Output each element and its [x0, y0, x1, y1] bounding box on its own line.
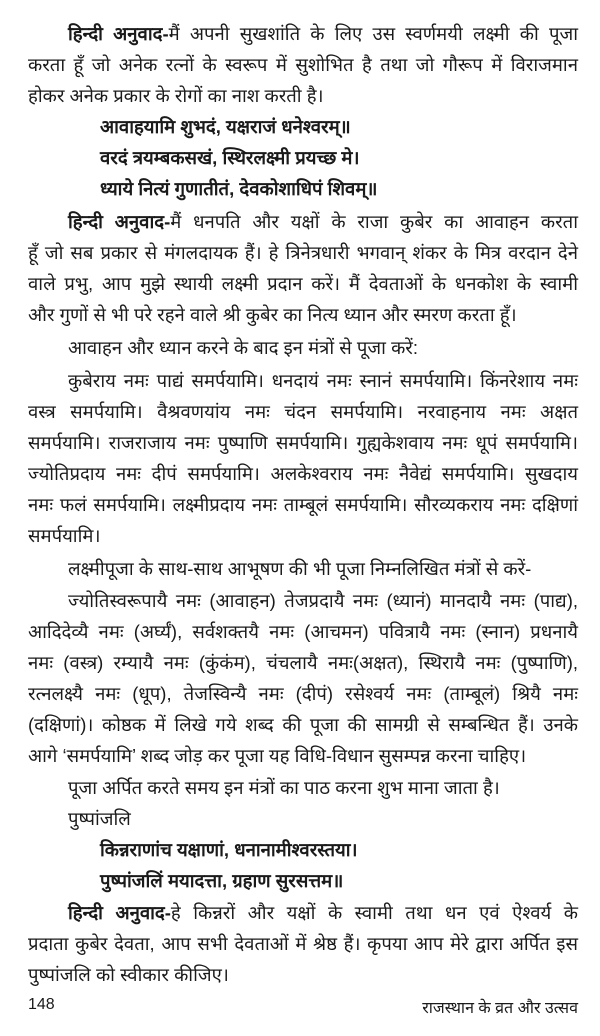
text-line [28, 928, 578, 959]
line-text: रत्नलक्ष्यै नमः (धूप), तेजस्विन्यै नमः (दीपं) रसेश्वर्य नमः (ताम्बूलं) श्रियै नमः [28, 682, 578, 704]
line-text: ध्याये नित्यं गुणातीतं, देवकोशाधिपं शिवम्॥ [100, 177, 378, 199]
paragraph [28, 772, 578, 803]
text-line [28, 299, 578, 330]
text-line [28, 489, 578, 520]
text-line [28, 80, 578, 111]
line-text: (दक्षिणां)। कोष्ठक में लिखे गये शब्द की पूजा की सामग्री से सम्बन्धित हैं। उनके [28, 713, 578, 735]
text-line [28, 365, 578, 396]
hindi-translation-label: हिन्दी अनुवाद- [68, 210, 171, 232]
line-text: आगे ‘समर्पयामि’ शब्द जोड़ कर पूजा यह विधि-विधान सुसम्पन्न करना चाहिए। [28, 744, 527, 766]
paragraph [28, 365, 578, 551]
text-line [28, 237, 578, 268]
verse-block [28, 111, 578, 204]
line-text: पुष्पांजलि [68, 807, 131, 829]
paragraph [28, 206, 578, 330]
verse-line [28, 834, 578, 865]
text-line [28, 585, 578, 616]
line-text: नमः (वस्त्र) रम्यायै नमः (कुंकंम), चंचलायै नमः(अक्षत), स्थिरायै नमः (पुष्पाणि), [28, 651, 578, 673]
text-line [28, 678, 578, 709]
line-text: और गुणों से भी परे रहने वाले श्री कुबेर का नित्य ध्यान और स्मरण करता हूँ। [28, 303, 517, 325]
page-number: 148 [28, 996, 55, 1013]
line-text: आदिदेव्यै नमः (अर्घ्यं), सर्वशक्तयै नमः (आचमन) पवित्रायै नमः (स्नान) प्रधनायै [28, 620, 578, 642]
line-text: आवाहन और ध्यान करने के बाद इन मंत्रों से पूजा करें: [68, 336, 419, 358]
text-line [28, 49, 578, 80]
text-line [28, 396, 578, 427]
line-text: पुष्पांजलि को स्वीकार कीजिए। [28, 963, 229, 985]
text-line [28, 616, 578, 647]
line-text: हूँ जो सब प्रकार से मंगलदायक हैं। हे त्रिनेत्रधारी भगवान् शंकर के मित्र वरदान देने [28, 241, 578, 263]
text-line [28, 553, 578, 584]
line-text: ज्योतिस्वरूपायै नमः (आवाहन) तेजप्रदायै नमः (ध्यानं) मानदायै नमः (पाद्य), [68, 589, 578, 611]
line-text: लक्ष्मीपूजा के साथ-साथ आभूषण की भी पूजा निम्नलिखित मंत्रों से करें- [68, 557, 532, 579]
text-line [28, 268, 578, 299]
text-line [28, 709, 578, 740]
line-text: समर्पयामि। राजराजाय नमः पुष्पाणि समर्पयामि। गुह्यकेशवाय नमः धूपं समर्पयामि। [28, 431, 578, 453]
text-line [28, 520, 578, 551]
line-text: होकर अनेक प्रकार के रोगों का नाश करती है। [28, 84, 324, 106]
line-text: वरदं त्रयम्बकसखं, स्थिरलक्ष्मी प्रयच्छ मे। [100, 146, 360, 168]
paragraph [28, 332, 578, 363]
text-line [28, 803, 578, 834]
text-line [28, 647, 578, 678]
line-text: वाले प्रभु, आप मुझे स्थायी लक्ष्मी प्रदान करें। मैं देवताओं के धनकोश के स्वामी [28, 272, 578, 294]
verse-line [28, 142, 578, 173]
line-text: पूजा अर्पित करते समय इन मंत्रों का पाठ करना शुभ माना जाता है। [68, 776, 500, 798]
line-text: मैं अपनी सुखशांति के लिए उस स्वर्णमयी लक्ष्मी की पूजा [168, 22, 578, 44]
text-line [28, 772, 578, 803]
line-text: हे किन्नरों और यक्षों के स्वामी तथा धन एवं ऐश्वर्य के [170, 901, 578, 923]
verse-line [28, 111, 578, 142]
line-text: कुबेराय नमः पाद्यं समर्पयामि। धनदायं नमः स्नानं समर्पयामि। किंनरेशाय नमः [68, 369, 578, 391]
line-text: आवाहयामि शुभदं, यक्षराजं धनेश्वरम्॥ [100, 115, 351, 137]
page-footer [28, 996, 578, 1018]
hindi-translation-label: हिन्दी अनुवाद- [68, 901, 171, 923]
hindi-translation-label: हिन्दी अनुवाद- [68, 22, 169, 44]
line-text: प्रदाता कुबेर देवता, आप सभी देवताओं में श्रेष्ठ हैं। कृपया आप मेरे द्वारा अर्पित इस [28, 932, 578, 954]
text-line [28, 740, 578, 771]
line-text: ज्योतिप्रदाय नमः दीपं समर्पयामि। अलकेश्वराय नमः नैवेद्यं समर्पयामि। सुखदाय [28, 462, 578, 484]
text-line [28, 458, 578, 489]
paragraph [28, 897, 578, 990]
paragraph [28, 553, 578, 584]
paragraph [28, 585, 578, 771]
verse-line [28, 173, 578, 204]
paragraph [28, 803, 578, 834]
running-title: राजस्थान के व्रत और उत्सव [422, 1000, 578, 1017]
line-text: मैं धनपति और यक्षों के राजा कुबेर का आवाहन करता [170, 210, 578, 232]
text-line [28, 18, 578, 49]
text-line [28, 959, 578, 990]
text-line [28, 332, 578, 363]
line-text: नमः फलं समर्पयामि। लक्ष्मीप्रदाय नमः ताम्बूलं समर्पयामि। सौरव्यकराय नमः दक्षिणां [28, 493, 578, 515]
text-line [28, 897, 578, 928]
line-text: करता हूँ जो अनेक रत्नों के स्वरूप में सुशोभित है तथा जो गौरूप में विराजमान [28, 53, 578, 75]
text-line [28, 206, 578, 237]
line-text: समर्पयामि। [28, 524, 101, 546]
line-text: किन्नराणांच यक्षाणां, धनानामीश्वरस्तया। [100, 838, 358, 860]
line-text: वस्त्र समर्पयामि। वैश्रवणयांय नमः चंदन समर्पयामि। नरवाहनाय नमः अक्षत [28, 400, 578, 422]
paragraph [28, 18, 578, 111]
verse-block [28, 834, 578, 896]
verse-line [28, 865, 578, 896]
line-text: पुष्पांजलिं मयादत्ता, ग्रहाण सुरसत्तम॥ [100, 869, 344, 891]
text-line [28, 427, 578, 458]
